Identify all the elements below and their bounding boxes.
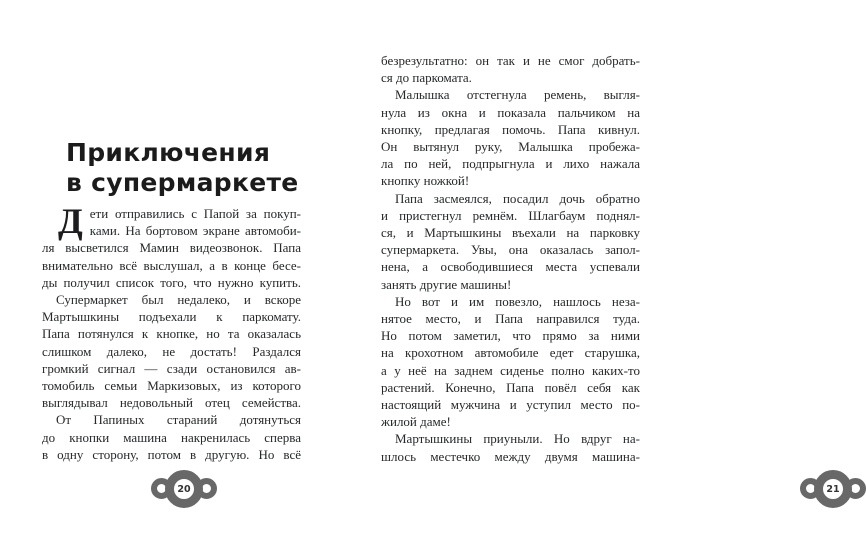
text-line: настоящий мужчина и уступил место по-	[381, 397, 640, 413]
text-line: а у неё на заднем сиденье полно каких-то	[381, 362, 640, 378]
paragraph	[381, 86, 640, 189]
text-line: От Папиных стараний дотянуться	[56, 412, 301, 428]
paragraph	[42, 291, 301, 411]
page-right	[337, 0, 840, 544]
text-line: ды получил список того, что нужно купить.	[42, 274, 301, 290]
drop-cap: Д	[58, 201, 83, 241]
chapter-title-line-2: в супермаркете	[66, 168, 299, 197]
text-line: шлось местечко между двумя машина-	[381, 448, 640, 464]
text-line: ла по ней, подпрыгнула и лихо нажала	[381, 156, 640, 172]
text-line: до кнопки машина накренилась сперва	[42, 429, 301, 445]
text-line: ля высветился Мамин видеозвонок. Папа	[42, 240, 301, 256]
page-number: 21	[826, 483, 840, 495]
text-line: ками. На бортовом экране автомоби-	[89, 223, 301, 239]
text-line: Папа засмеялся, посадил дочь обратно	[395, 190, 640, 206]
text-line: выглядывал недовольный отец семейства.	[42, 395, 301, 411]
text-line: Он вытянул руку, Малышка пробежа-	[381, 139, 640, 155]
text-line: ети отправились с Папой за покуп-	[89, 206, 301, 221]
text-line: нена, а освободившиеся места успевали	[381, 259, 640, 275]
right-page-text	[381, 52, 640, 465]
page-number: 20	[177, 483, 191, 495]
text-line: занять другие машины!	[381, 276, 512, 292]
text-line: и пристегнул ремнём. Шлагбаум поднял-	[381, 207, 640, 223]
text-line: кнопку ножкой!	[381, 173, 470, 189]
text-line: Супермаркет был недалеко, и вскоре	[56, 292, 301, 308]
paragraph	[381, 430, 640, 464]
text-line: безрезультатно: он так и не смог добрать-	[381, 53, 640, 68]
text-line: Малышка отстегнула ремень, выгля-	[395, 87, 640, 103]
text-line: на крохотном автомобиле едет старушка,	[381, 345, 640, 361]
page-number-badge-left	[151, 470, 217, 508]
text-line: громкий сигнал — сзади остановился ав-	[42, 360, 301, 376]
text-line: томобиль семьи Маркизовых, из которого	[42, 378, 301, 394]
text-line: Но потом заметил, что прямо за ними	[381, 328, 640, 344]
text-line: растений. Конечно, Папа повёл себя как	[381, 379, 640, 395]
monkey-head-icon	[165, 470, 203, 508]
text-line: слишком далеко, не достать! Раздался	[42, 343, 301, 359]
paragraph	[42, 411, 301, 463]
text-line: внимательно всё выслушал, а в конце бесе-	[42, 257, 301, 273]
paragraph	[381, 293, 640, 431]
text-line: кнопку, предлагая помочь. Папа кивнул.	[381, 121, 640, 137]
text-line: жилой даме!	[381, 414, 451, 430]
text-line: Мартышкины подъехали к паркомату.	[42, 309, 301, 325]
page-number-badge-right	[800, 470, 866, 508]
page-left	[0, 0, 337, 544]
paragraph	[381, 52, 640, 86]
text-line: Но вот и им повезло, нашлось неза-	[395, 293, 640, 309]
chapter-title-line-1: Приключения	[66, 138, 271, 167]
paragraph	[381, 190, 640, 293]
paragraph	[42, 201, 301, 291]
text-line: ся, и Мартышкины въехали на парковку	[381, 225, 640, 241]
text-line: в одну сторону, потом в другую. Но всё	[42, 446, 301, 462]
monkey-head-icon	[814, 470, 852, 508]
text-line: Мартышкины приуныли. Но вдруг на-	[395, 431, 640, 447]
left-page-text	[42, 201, 301, 463]
text-line: нятое место, и Папа направился туда.	[381, 311, 640, 327]
text-line: нула из окна и показала пальчиком на	[381, 104, 640, 120]
chapter-title	[66, 138, 299, 198]
text-line: Папа потянулся к кнопке, но та оказалась	[42, 326, 301, 342]
text-line: супермаркета. Увы, она оказалась запол-	[381, 242, 640, 258]
text-line: ся до паркомата.	[381, 70, 472, 86]
